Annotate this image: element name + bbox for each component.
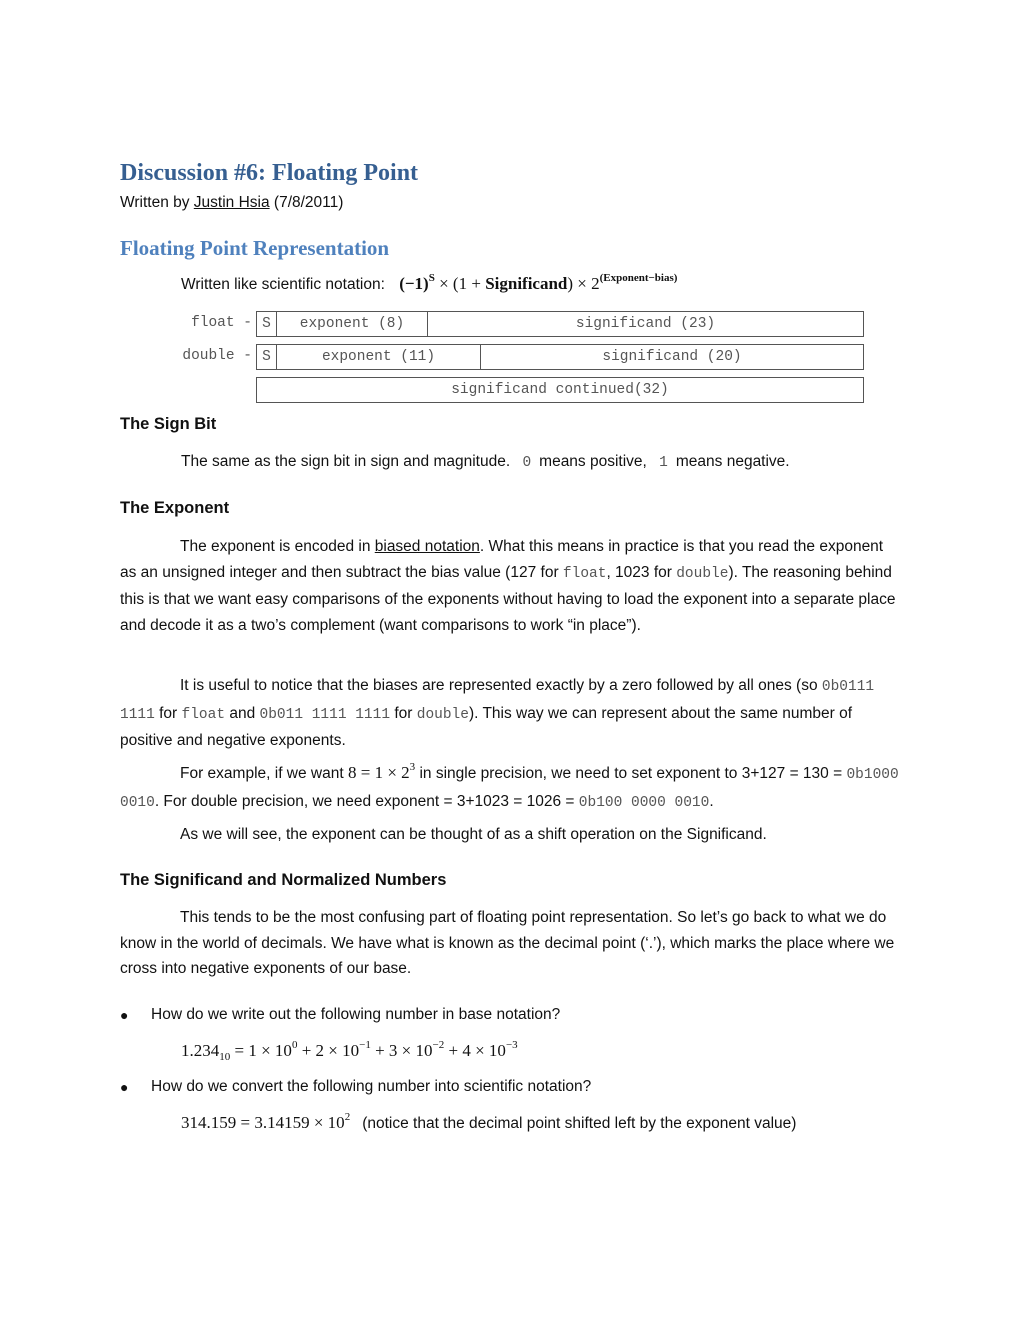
- eq1-t2: + 2 × 10: [297, 1041, 360, 1060]
- formula-significand: Significand: [485, 274, 568, 293]
- biased-notation-link[interactable]: biased notation: [374, 538, 480, 555]
- eq2-exp: 2: [344, 1111, 351, 1123]
- code-float-2: float: [181, 706, 226, 723]
- exponent-paragraph-4: [120, 822, 900, 848]
- byline-prefix: Written by: [120, 194, 194, 211]
- scientific-note: (notice that the decimal point shifted left by the exponent value): [362, 1115, 797, 1132]
- code-double: double: [676, 565, 729, 582]
- formula-intro: Written like scientific notation:: [181, 276, 385, 293]
- double-sign-field: S: [256, 344, 277, 370]
- exponent-p2-b: for: [154, 704, 182, 722]
- eq1-t4: + 4 × 10: [444, 1041, 506, 1060]
- eq1-e2: −1: [359, 1039, 371, 1051]
- formula: [399, 274, 677, 293]
- section-heading-representation: Floating Point Representation: [120, 236, 390, 260]
- float-sign-field: S: [256, 311, 277, 337]
- formula-close: ) × 2: [567, 274, 600, 293]
- scientific-equation: [181, 1113, 350, 1132]
- exponent-paragraph-2: [120, 673, 900, 754]
- byline: [120, 194, 343, 212]
- page-title: Discussion #6: Floating Point: [120, 160, 419, 186]
- exponent-p1-d: ). The reasoning behind this is that we want easy comparisons of the exponents without having to load the exponent into a separate place and decode it as a two’s complement (want comparisons to work “in place”).: [120, 563, 896, 634]
- code-1026: 0b100 0000 0010: [578, 794, 710, 811]
- bullet-1-text: How do we write out the following number in base notation?: [151, 1006, 561, 1023]
- code-double-2: double: [416, 706, 469, 723]
- eq1-t1: = 1 × 10: [230, 1041, 292, 1060]
- example-equation: [348, 763, 415, 782]
- float-exponent-field: exponent (8): [276, 311, 428, 337]
- code-130: 0b1000 0010: [120, 767, 899, 811]
- exponent-p4: As we will see, the exponent can be thought of as a shift operation on the Significand.: [180, 826, 767, 843]
- code-double-bias: 0b011 1111 1111: [259, 706, 391, 723]
- significand-p1: This tends to be the most confusing part of floating point representation. So let’s go back to what we do know in the world of decimals. We have what is known as the decimal point (‘.’), which marks the place where we cross into negative exponents of our base.: [120, 909, 895, 977]
- author-link[interactable]: Justin Hsia: [193, 194, 270, 211]
- exponent-p3-c: . For double precision, we need exponent = 3+1023 = 1026 =: [154, 792, 579, 810]
- byline-date: (7/8/2011): [269, 194, 344, 211]
- eq1-e4: −3: [505, 1039, 518, 1051]
- sign-bit-text: [181, 453, 790, 471]
- exponent-p1-a: The exponent is encoded in: [180, 538, 375, 555]
- sign-bit-text-c: means negative.: [675, 453, 790, 470]
- exponent-paragraph-3: [120, 760, 900, 816]
- code-float-bias: 0b0111 1111: [120, 679, 875, 723]
- exponent-p1-b: . What this means in practice is that you read the exponent as an unsigned integer and then subtract the bias value (127 for: [120, 538, 884, 581]
- exponent-paragraph-1: [120, 534, 900, 638]
- double-exponent-field: exponent (11): [276, 344, 481, 370]
- eq1-e1: 0: [291, 1039, 298, 1051]
- exponent-p3-b: in single precision, we need to set exponent to 3+127 = 130 =: [415, 765, 847, 782]
- eq1-t3: + 3 × 10: [370, 1041, 433, 1060]
- sign-bit-text-b: means positive,: [539, 453, 647, 470]
- bullet-1-icon: ●: [120, 1007, 129, 1023]
- exponent-p2-d: for: [390, 704, 417, 722]
- formula-sign-base: (−1): [399, 274, 429, 293]
- scientific-notation-line: [181, 1113, 796, 1133]
- sign-one-code: 1: [659, 455, 668, 471]
- eq2-text: 314.159 = 3.14159 × 10: [181, 1113, 345, 1132]
- section-heading-sign-bit: The Sign Bit: [120, 415, 217, 433]
- exponent-p3-a: For example, if we want: [180, 765, 348, 782]
- example-equation-base: 8 = 1 × 2: [347, 763, 410, 782]
- formula-line: [181, 274, 677, 294]
- double-significand-field: significand (20): [480, 344, 864, 370]
- example-equation-exp: 3: [409, 761, 416, 773]
- bullet-2-text: How do we convert the following number into scientific notation?: [151, 1078, 592, 1095]
- exponent-p1-c: , 1023 for: [606, 563, 677, 581]
- section-heading-exponent: The Exponent: [120, 499, 230, 517]
- formula-sign-exp: S: [428, 272, 435, 284]
- sign-zero-code: 0: [522, 455, 532, 471]
- double-significand-continued-field: significand continued(32): [256, 377, 864, 403]
- float-significand-field: significand (23): [427, 311, 864, 337]
- formula-exp: (Exponent−bias): [599, 272, 678, 284]
- code-float: float: [562, 565, 607, 582]
- section-heading-significand: The Significand and Normalized Numbers: [120, 871, 447, 889]
- eq1-lhs: 1.234: [181, 1041, 220, 1060]
- exponent-p2-e: ). This way we can represent about the same number of positive and negative exponents.: [120, 704, 853, 749]
- float-label: float -: [191, 315, 252, 331]
- exponent-p2-a: It is useful to notice that the biases are represented exactly by a zero followed by all ones (so: [180, 677, 822, 694]
- double-label: double -: [182, 348, 252, 364]
- exponent-p3-d: .: [709, 792, 714, 810]
- formula-times1: × (1 +: [434, 274, 486, 293]
- significand-paragraph-1: [120, 905, 900, 982]
- eq1-e3: −2: [432, 1039, 445, 1051]
- bullet-2-icon: ●: [120, 1079, 129, 1095]
- exponent-p2-c: and: [225, 704, 260, 722]
- eq1-lhs-sub: 10: [219, 1051, 231, 1063]
- base-notation-equation: [181, 1041, 518, 1061]
- sign-bit-text-a: The same as the sign bit in sign and magnitude.: [181, 453, 511, 470]
